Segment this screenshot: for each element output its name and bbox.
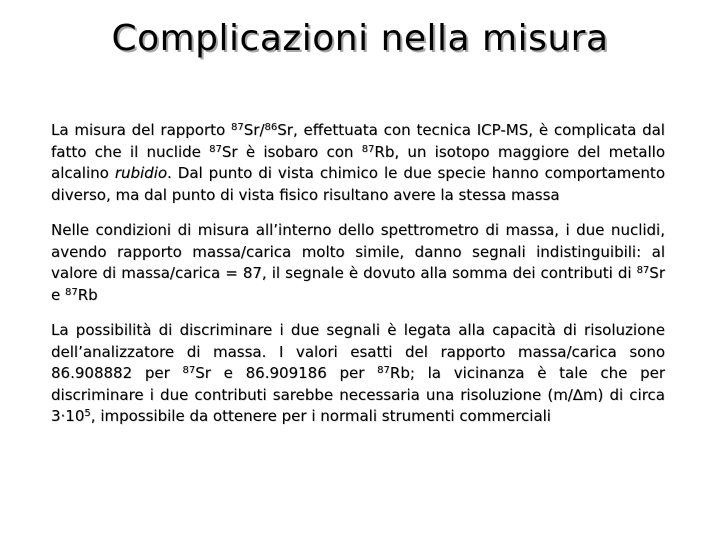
p2-superscript-1: 87: [636, 265, 650, 276]
p1-superscript-2: 86: [264, 122, 278, 133]
paragraph-2: [51, 220, 665, 306]
p2-text-b: Sr e: [51, 264, 665, 304]
p1-text-a: La misura del rapporto: [51, 121, 232, 139]
p1-superscript-3: 87: [209, 143, 222, 155]
p3-superscript-1: 87: [182, 365, 196, 376]
p1-italic-word: rubidio: [114, 164, 168, 182]
slide-title: Complicazioni nella misura: [111, 18, 609, 59]
p3-text-b: Sr e 86.909186 per: [195, 364, 378, 382]
slide-body: [51, 120, 665, 442]
p1-superscript-1: 87: [231, 122, 244, 133]
p2-superscript-2: 87: [65, 286, 78, 298]
p1-text-f: . Dal punto di vista chimico le due specie hanno comportamento diverso, ma dal punto di vista fisico risultano avere la stessa massa: [51, 164, 665, 204]
p3-text-c: Rb; la vicinanza è tale che per discriminare i due contributi sarebbe necessaria una risoluzione (m/∆m) di circa 3·10: [51, 364, 665, 425]
p1-text-e: Rb, un isotopo maggiore del metallo alcalino: [51, 142, 665, 182]
p1-text-d: Sr è isobaro con: [221, 142, 362, 161]
p3-superscript-3: 5: [84, 408, 91, 419]
p1-text-c: Sr, effettuata con tecnica ICP-MS, è complicata dal fatto che il nuclide: [51, 121, 665, 161]
p3-text-d: , impossibile da ottenere per i normali strumenti commerciali: [90, 407, 551, 425]
paragraph-1: [51, 120, 665, 206]
p3-superscript-2: 87: [377, 365, 390, 376]
p3-text-a: La possibilità di discriminare i due segnali è legata alla capacità di risoluzione dell’analizzatore di massa. I valori esatti del rapporto massa/carica sono 86.908882 per: [51, 321, 665, 382]
p1-text-b: Sr/: [243, 121, 265, 139]
p2-text-a: Nelle condizioni di misura all’interno dello spettrometro di massa, i due nuclidi, avendo rapporto massa/carica molto simile, danno segnali indistinguibili: al valore di massa/carica = 87, il segnale è dovuto alla somma dei contributi di: [51, 221, 665, 282]
p1-superscript-4: 87: [361, 143, 375, 155]
p2-text-c: Rb: [77, 285, 98, 304]
paragraph-3: [51, 320, 665, 428]
